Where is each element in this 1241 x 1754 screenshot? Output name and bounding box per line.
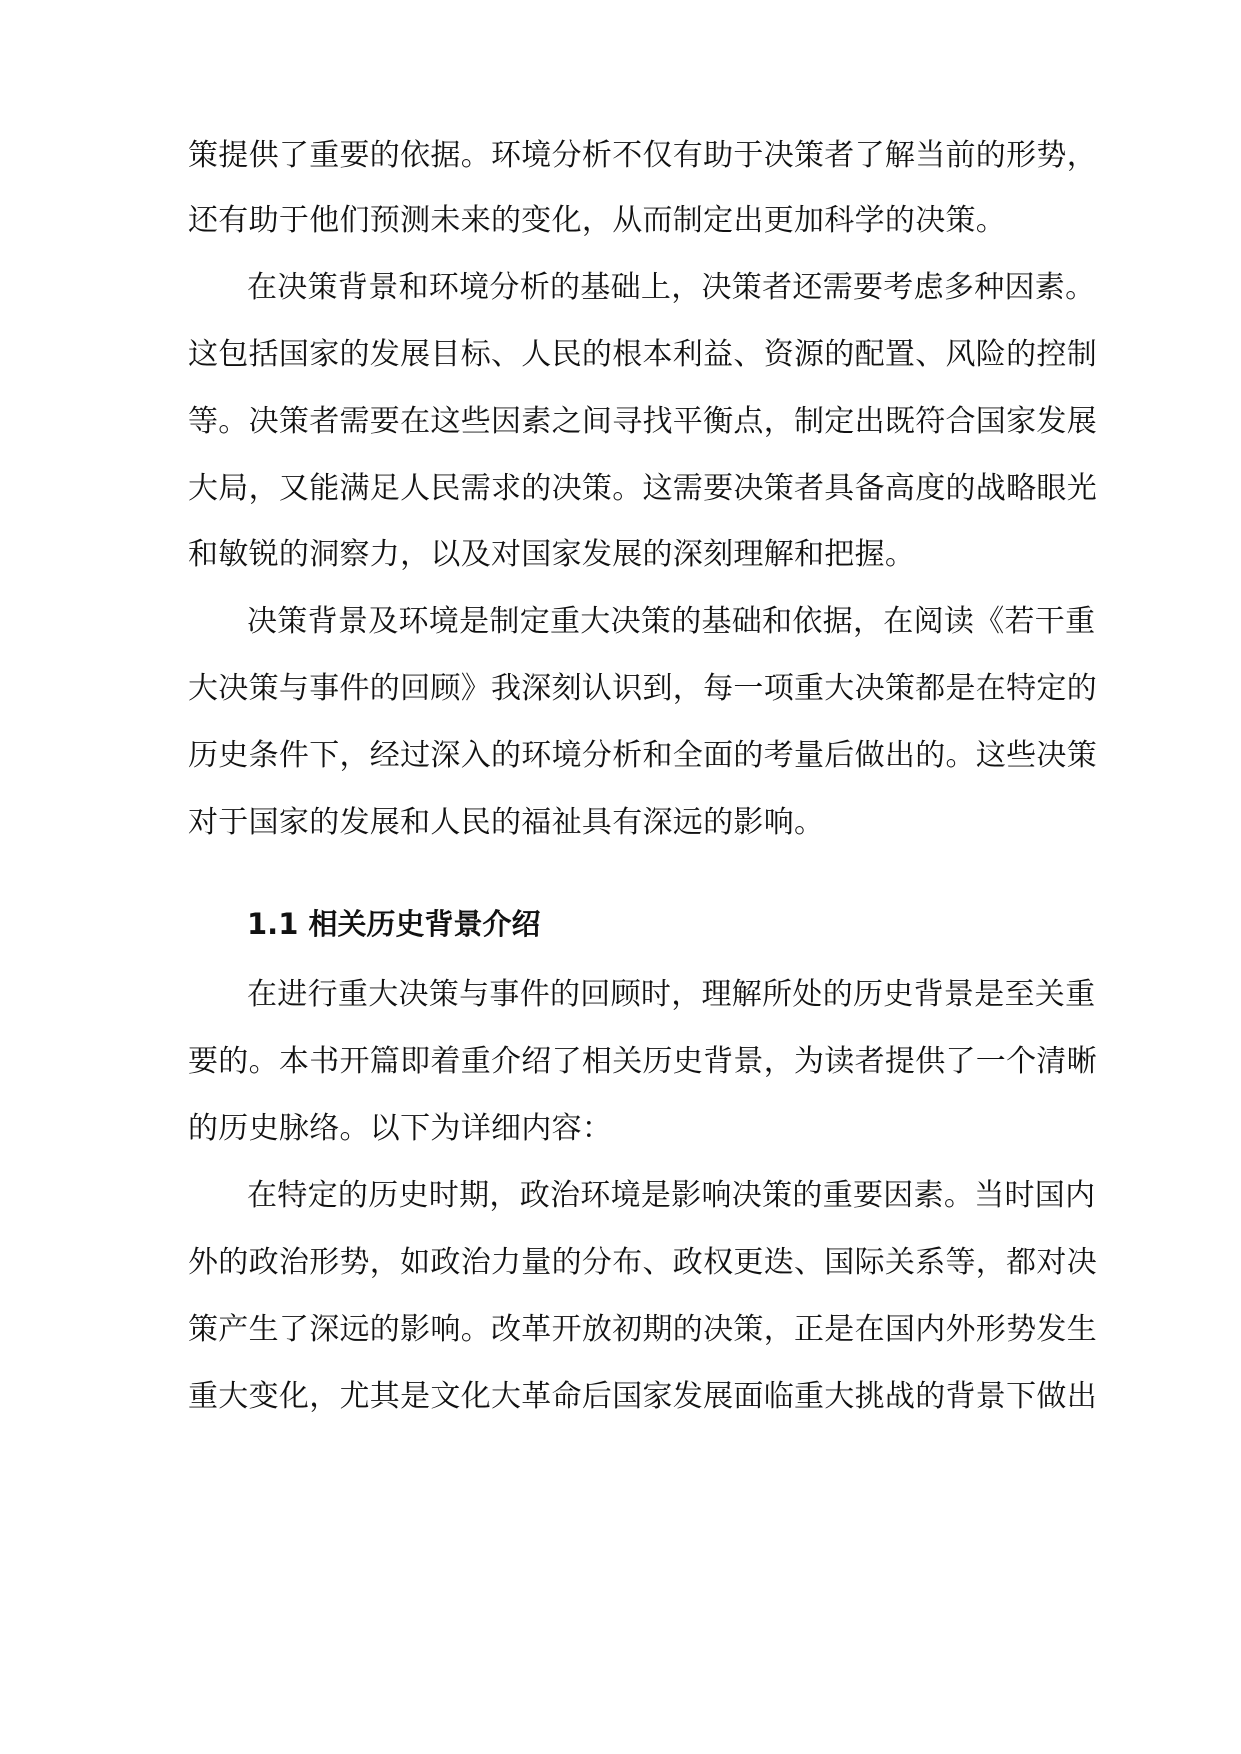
section-paragraph-2-line-3: 策产生了深远的影响。改革开放初期的决策，正是在国内外形势发生 bbox=[188, 1312, 1097, 1347]
paragraph-2-line-5: 和敏锐的洞察力，以及对国家发展的深刻理解和把握。 bbox=[188, 537, 916, 572]
section-heading: 1.1 相关历史背景介绍 bbox=[247, 907, 541, 941]
paragraph-1-line-2: 还有助于他们预测未来的变化，从而制定出更加科学的决策。 bbox=[188, 203, 1007, 238]
section-paragraph-2-line-1: 在特定的历史时期，政治环境是影响决策的重要因素。当时国内 bbox=[247, 1178, 1096, 1213]
paragraph-2-line-3: 等。决策者需要在这些因素之间寻找平衡点，制定出既符合国家发展 bbox=[188, 404, 1097, 439]
section-paragraph-2-line-4: 重大变化，尤其是文化大革命后国家发展面临重大挑战的背景下做出 bbox=[188, 1379, 1097, 1414]
paragraph-1-line-1: 策提供了重要的依据。环境分析不仅有助于决策者了解当前的形势， bbox=[188, 138, 1097, 173]
paragraph-2-line-4: 大局，又能满足人民需求的决策。这需要决策者具备高度的战略眼光 bbox=[188, 471, 1097, 506]
paragraph-3-line-3: 历史条件下，经过深入的环境分析和全面的考量后做出的。这些决策 bbox=[188, 738, 1097, 773]
section-paragraph-1-line-2: 要的。本书开篇即着重介绍了相关历史背景，为读者提供了一个清晰 bbox=[188, 1044, 1097, 1079]
paragraph-2-line-1: 在决策背景和环境分析的基础上，决策者还需要考虑多种因素。 bbox=[247, 270, 1096, 305]
section-paragraph-1-line-3: 的历史脉络。以下为详细内容： bbox=[188, 1111, 613, 1146]
section-paragraph-2-line-2: 外的政治形势，如政治力量的分布、政权更迭、国际关系等，都对决 bbox=[188, 1245, 1097, 1280]
section-paragraph-1-line-1: 在进行重大决策与事件的回顾时，理解所处的历史背景是至关重 bbox=[247, 977, 1096, 1012]
paragraph-3-line-4: 对于国家的发展和人民的福祉具有深远的影响。 bbox=[188, 805, 825, 840]
paragraph-2-line-2: 这包括国家的发展目标、人民的根本利益、资源的配置、风险的控制 bbox=[188, 337, 1097, 372]
paragraph-3-line-1: 决策背景及环境是制定重大决策的基础和依据，在阅读《若干重 bbox=[247, 604, 1096, 639]
paragraph-3-line-2: 大决策与事件的回顾》我深刻认识到，每一项重大决策都是在特定的 bbox=[188, 671, 1097, 706]
